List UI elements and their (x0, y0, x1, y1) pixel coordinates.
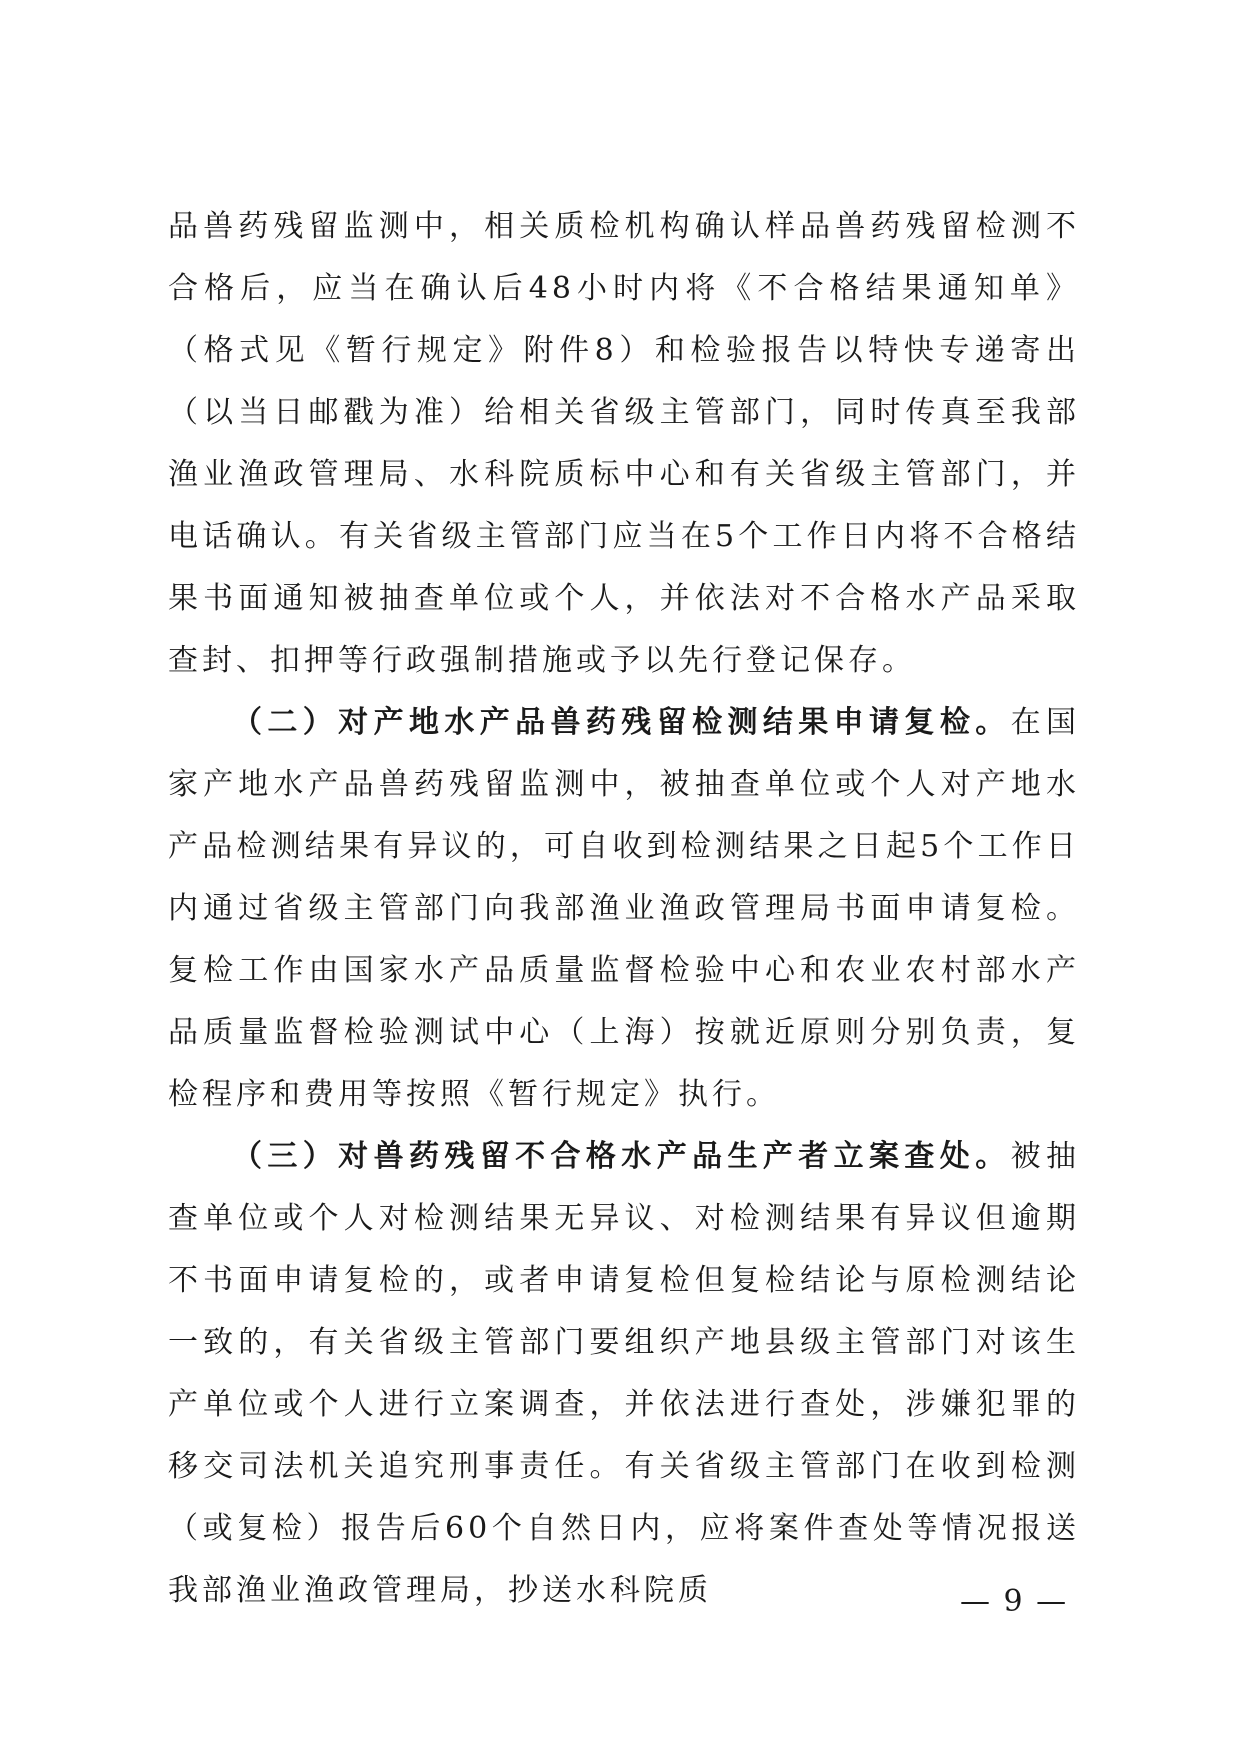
paragraph-continuation: 品兽药残留监测中，相关质检机构确认样品兽药残留检测不合格后，应当在确认后48小时内将《不合格结果通知单》（格式见《暂行规定》附件8）和检验报告以特快专递寄出（以当日邮戳为准）给相关省级主管部门，同时传真至我部渔业渔政管理局、水科院质标中心和有关省级主管部门，并电话确认。有关省级主管部门应当在5个工作日内将不合格结果书面通知被抽查单位或个人，并依法对不合格水产品采取查封、扣押等行政强制措施或予以先行登记保存。 (168, 209, 1080, 678)
section-text-2: 在国家产地水产品兽药残留监测中，被抽查单位或个人对产地水产品检测结果有异议的，可自收到检测结果之日起5个工作日内通过省级主管部门向我部渔业渔政管理局书面申请复检。复检工作由国家水产品质量监督检验中心和农业农村部水产品质量监督检验测试中心（上海）按就近原则分别负责，复检程序和费用等按照《暂行规定》执行。 (168, 705, 1081, 1112)
paragraph-review-request (168, 692, 1080, 1126)
section-heading-3: （三）对兽药残留不合格水产品生产者立案查处。 (232, 1139, 1011, 1174)
document-body (168, 196, 1080, 1622)
section-heading-2: （二）对产地水产品兽药残留检测结果申请复检。 (232, 705, 1011, 740)
section-text-3: 被抽查单位或个人对检测结果无异议、对检测结果有异议但逾期不书面申请复检的，或者申请复检但复检结论与原检测结论一致的，有关省级主管部门要组织产地县级主管部门对该生产单位或个人进行立案调查，并依法进行查处，涉嫌犯罪的移交司法机关追究刑事责任。有关省级主管部门在收到检测（或复检）报告后60个自然日内，应将案件查处等情况报送我部渔业渔政管理局，抄送水科院质 (168, 1139, 1081, 1608)
paragraph-case-investigation (168, 1126, 1080, 1622)
page-number: — 9 — (960, 1584, 1069, 1619)
